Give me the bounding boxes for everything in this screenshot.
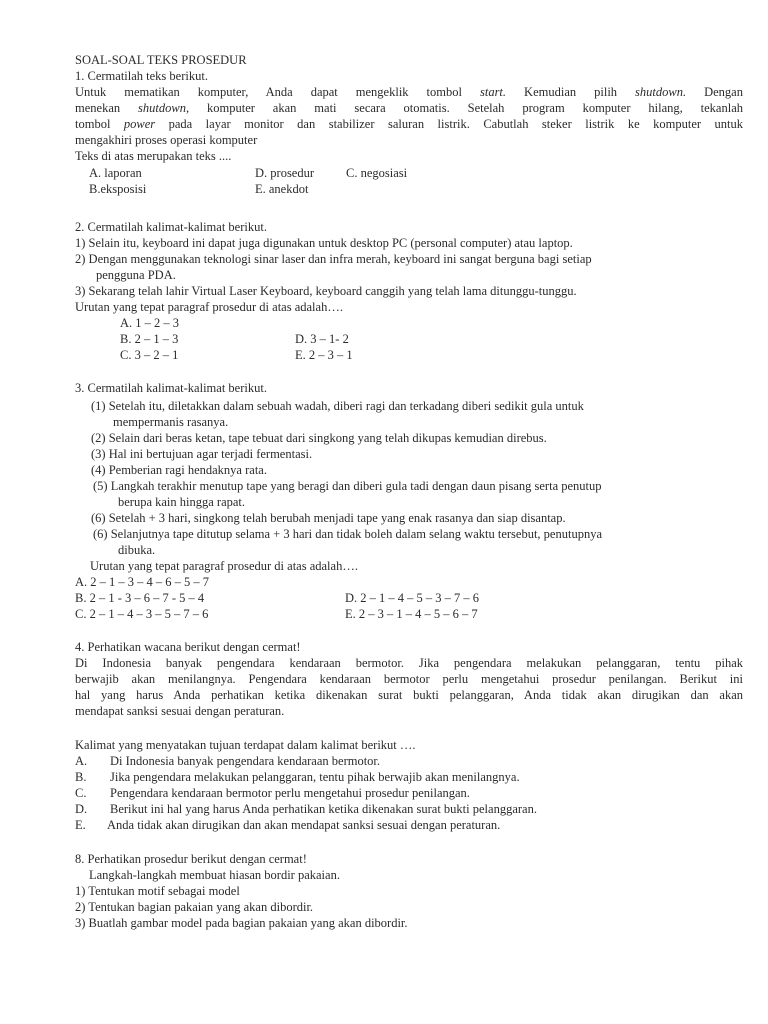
- q1-paragraph-line-3: tombol power pada layar monitor dan stabilizer saluran listrik. Cabutlah steker listrik ke komputer untuk: [75, 117, 743, 131]
- q8-intro: Langkah-langkah membuat hiasan bordir pakaian.: [89, 868, 340, 882]
- q8-step-1: 1) Tentukan motif sebagai model: [75, 884, 240, 898]
- q4-option-d-letter: D.: [75, 802, 88, 816]
- q2-item-2: 2) Dengan menggunakan teknologi sinar laser dan infra merah, keyboard ini sangat berguna bagi setiap: [75, 252, 592, 266]
- q3-item-5-continuation: berupa kain hingga rapat.: [118, 495, 246, 509]
- q3-item-3: (3) Hal ini bertujuan agar terjadi fermentasi.: [91, 447, 313, 461]
- q4-option-a-letter: A.: [75, 754, 88, 768]
- q1-question: Teks di atas merupakan teks ....: [75, 149, 232, 163]
- q8-heading: 8. Perhatikan prosedur berikut dengan cermat!: [75, 852, 307, 866]
- q4-paragraph-line-3: hal yang harus Anda perhatikan ketika dikenakan surat bukti pelanggaran, Anda tidak akan dirugikan dan akan: [75, 688, 743, 702]
- q3-item-2: (2) Selain dari beras ketan, tape tebuat dari singkong yang telah dikupas kemudian direbus.: [91, 431, 547, 445]
- q1-heading: 1. Cermatilah teks berikut.: [75, 69, 208, 83]
- q3-option-a: A. 2 – 1 – 3 – 4 – 6 – 5 – 7: [75, 575, 210, 589]
- q3-item-6: (6) Setelah + 3 hari, singkong telah berubah menjadi tape yang enak rasanya dan siap disantap.: [91, 511, 566, 525]
- q1-paragraph-line-2: menekan shutdown, komputer akan mati secara otomatis. Setelah program komputer hilang, tekanlah: [75, 101, 743, 115]
- q3-option-e: E. 2 – 3 – 1 – 4 – 5 – 6 – 7: [345, 607, 478, 621]
- q2-option-b: B. 2 – 1 – 3: [120, 332, 179, 346]
- q4-option-e-letter: E.: [75, 818, 86, 832]
- q4-option-b-letter: B.: [75, 770, 87, 784]
- q4-paragraph-line-1: Di Indonesia banyak pengendara kendaraan bermotor. Jika pengendara melakukan pelanggaran, tentu pihak: [75, 656, 743, 670]
- q3-item-1-continuation: mempermanis rasanya.: [113, 415, 229, 429]
- q4-question: Kalimat yang menyatakan tujuan terdapat dalam kalimat berikut ….: [75, 738, 416, 752]
- q2-item-3: 3) Sekarang telah lahir Virtual Laser Keyboard, keyboard canggih yang telah lama ditunggu-tunggu.: [75, 284, 577, 298]
- q3-option-b: B. 2 – 1 - 3 – 6 – 7 - 5 – 4: [75, 591, 205, 605]
- q3-item-5: (5) Langkah terakhir menutup tape yang beragi dan diberi gula tadi dengan daun pisang serta penutup: [93, 479, 602, 493]
- q3-item-7-continuation: dibuka.: [118, 543, 156, 557]
- q3-option-c: C. 2 – 1 – 4 – 3 – 5 – 7 – 6: [75, 607, 209, 621]
- q1-option-b: B.eksposisi: [89, 182, 147, 196]
- q2-question: Urutan yang tepat paragraf prosedur di atas adalah….: [75, 300, 343, 314]
- q2-heading: 2. Cermatilah kalimat-kalimat berikut.: [75, 220, 267, 234]
- q1-paragraph-line-4: mengakhiri proses operasi komputer: [75, 133, 258, 147]
- q8-step-3: 3) Buatlah gambar model pada bagian pakaian yang akan dibordir.: [75, 916, 408, 930]
- q3-heading: 3. Cermatilah kalimat-kalimat berikut.: [75, 381, 267, 395]
- q1-paragraph-line-1: Untuk mematikan komputer, Anda dapat mengeklik tombol start. Kemudian pilih shutdown. Dengan: [75, 85, 743, 99]
- q4-option-d-text: Berikut ini hal yang harus Anda perhatikan ketika dikenakan surat bukti pelanggaran.: [110, 802, 537, 816]
- q4-option-b-text: Jika pengendara melakukan pelanggaran, tentu pihak berwajib akan menilangnya.: [110, 770, 520, 784]
- q1-option-c: C. negosiasi: [346, 166, 408, 180]
- q3-item-7: (6) Selanjutnya tape ditutup selama + 3 hari dan tidak boleh dalam selang waktu tersebut, penutupnya: [93, 527, 602, 541]
- q1-option-d: D. prosedur: [255, 166, 315, 180]
- q4-option-a-text: Di Indonesia banyak pengendara kendaraan bermotor.: [110, 754, 381, 768]
- q4-option-c-text: Pengendara kendaraan bermotor perlu mengetahui prosedur penilangan.: [110, 786, 470, 800]
- q3-question: Urutan yang tepat paragraf prosedur di atas adalah….: [90, 559, 358, 573]
- q3-option-d: D. 2 – 1 – 4 – 5 – 3 – 7 – 6: [345, 591, 480, 605]
- q2-option-e: E. 2 – 3 – 1: [295, 348, 353, 362]
- q4-paragraph-line-4: mendapat sanksi sesuai dengan peraturan.: [75, 704, 285, 718]
- q4-heading: 4. Perhatikan wacana berikut dengan cermat!: [75, 640, 301, 654]
- q8-step-2: 2) Tentukan bagian pakaian yang akan dibordir.: [75, 900, 314, 914]
- document-title: SOAL-SOAL TEKS PROSEDUR: [75, 53, 247, 67]
- q3-item-1: (1) Setelah itu, diletakkan dalam sebuah wadah, diberi ragi dan terkadang diberi sedikit gula untuk: [91, 399, 584, 413]
- q2-option-c: C. 3 – 2 – 1: [120, 348, 179, 362]
- q2-option-d: D. 3 – 1- 2: [295, 332, 349, 346]
- q1-option-e: E. anekdot: [255, 182, 309, 196]
- q2-item-2-continuation: pengguna PDA.: [96, 268, 176, 282]
- q2-option-a: A. 1 – 2 – 3: [120, 316, 180, 330]
- q4-paragraph-line-2: berwajib akan menilangnya. Pengendara kendaraan bermotor perlu mengetahui prosedur penilangan. Berikut ini: [75, 672, 743, 686]
- q1-option-a: A. laporan: [89, 166, 142, 180]
- q3-item-4: (4) Pemberian ragi hendaknya rata.: [91, 463, 267, 477]
- q4-option-e-text: Anda tidak akan dirugikan dan akan mendapat sanksi sesuai dengan peraturan.: [107, 818, 501, 832]
- q4-option-c-letter: C.: [75, 786, 87, 800]
- q2-item-1: 1) Selain itu, keyboard ini dapat juga digunakan untuk desktop PC (personal computer) atau laptop.: [75, 236, 573, 250]
